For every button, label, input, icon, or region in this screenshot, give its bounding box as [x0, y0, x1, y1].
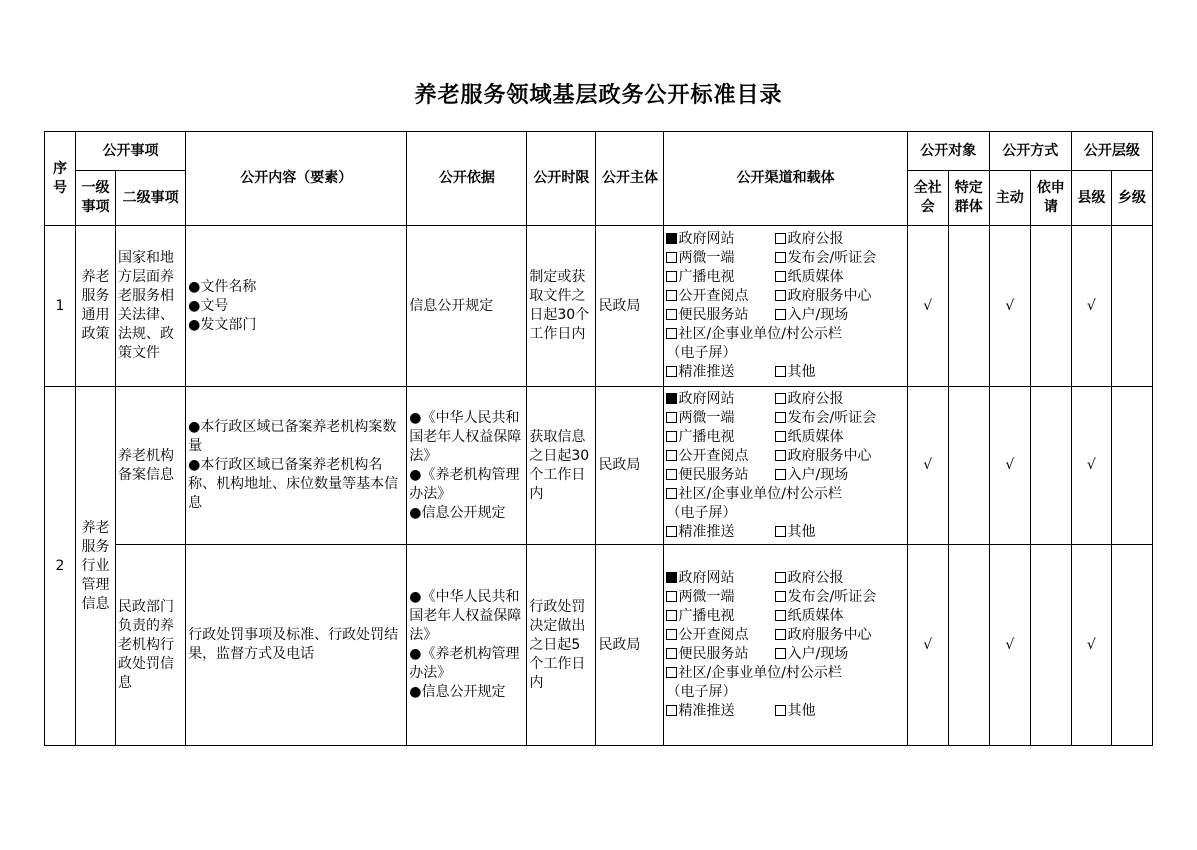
channel-option — [775, 307, 848, 323]
check-mark: √ — [989, 387, 1030, 545]
channel-label: 发布会/听证会 — [787, 250, 877, 266]
empty-cell — [1111, 545, 1152, 746]
channel-option — [666, 588, 775, 607]
channel-option — [666, 306, 775, 325]
channel-option — [666, 409, 775, 428]
checkbox-icon — [666, 252, 677, 263]
empty-cell — [948, 545, 989, 746]
row-content — [186, 226, 407, 387]
list-item: ●《养老机构管理办法》 — [409, 466, 520, 502]
checkbox-icon — [666, 705, 677, 716]
checked-box-icon — [666, 393, 677, 404]
header-target-specific: 特定群体 — [948, 171, 989, 226]
checkbox-icon — [666, 526, 677, 537]
row-level2: 民政部门负责的养老机构行政处罚信息 — [116, 545, 186, 746]
checkbox-icon — [666, 412, 677, 423]
row-seq: 2 — [45, 387, 76, 746]
channel-label: 政府服务中心 — [787, 288, 872, 304]
channel-option — [775, 410, 876, 426]
check-mark: √ — [1071, 387, 1111, 545]
channel-option — [666, 486, 841, 502]
channel-label: 纸质媒体 — [787, 608, 844, 624]
row-subject: 民政局 — [596, 226, 664, 387]
channel-row — [666, 325, 904, 344]
channel-option — [775, 231, 843, 247]
header-seq: 序号 — [45, 132, 76, 226]
table-row — [45, 226, 1153, 387]
channel-row — [666, 626, 904, 645]
channel-label: 其他 — [787, 523, 816, 540]
channel-option — [775, 524, 815, 540]
checkbox-icon — [775, 393, 786, 404]
list-item: ●信息公开规定 — [409, 684, 506, 700]
channel-option — [775, 627, 871, 643]
header-level2: 二级事项 — [116, 171, 186, 226]
channel-option — [775, 608, 843, 624]
checkbox-icon — [666, 469, 677, 480]
channel-label: （电子屏） — [666, 684, 737, 700]
channel-label: 精准推送 — [678, 364, 735, 380]
list-item: ●发文部门 — [188, 316, 257, 333]
checkbox-icon — [775, 572, 786, 583]
channel-label: 政府公报 — [787, 570, 844, 586]
channel-label: 入户/现场 — [787, 466, 849, 483]
page-title: 养老服务领域基层政务公开标准目录 — [414, 82, 783, 108]
header-method-active: 主动 — [989, 171, 1030, 226]
channel-option — [775, 429, 843, 445]
channel-row — [666, 588, 904, 607]
channel-option — [666, 287, 775, 306]
checkbox-icon — [775, 233, 786, 244]
channel-label: 政府服务中心 — [787, 627, 872, 643]
empty-cell — [1030, 387, 1071, 545]
check-mark: √ — [907, 387, 948, 545]
header-subject: 公开主体 — [596, 132, 664, 226]
channel-option — [666, 326, 841, 342]
channel-row — [666, 607, 904, 626]
checkbox-icon — [775, 629, 786, 640]
channel-option — [666, 249, 775, 268]
list-item: 信息公开规定 — [409, 297, 494, 314]
checkbox-icon — [775, 648, 786, 659]
channel-option — [666, 684, 736, 700]
checkbox-icon — [775, 271, 786, 282]
row-content — [186, 387, 407, 545]
row-time-limit: 获取信息之日起30个工作日内 — [527, 387, 596, 545]
channel-label: 公开查阅点 — [678, 447, 749, 464]
row-content — [186, 545, 407, 746]
row-level1: 养老服务通用政策 — [76, 226, 116, 387]
checkbox-icon — [775, 591, 786, 602]
list-item: ●文号 — [188, 297, 229, 314]
checkbox-icon — [666, 431, 677, 442]
empty-cell — [1111, 387, 1152, 545]
checkbox-icon — [666, 667, 677, 678]
list-item: ●信息公开规定 — [409, 504, 506, 521]
channel-option — [666, 447, 775, 466]
channel-row — [666, 683, 904, 702]
channel-row — [666, 249, 904, 268]
channel-option — [666, 268, 775, 287]
channel-label: 广播电视 — [678, 428, 735, 445]
checkbox-icon — [775, 252, 786, 263]
list-item: 行政处罚事项及标准、行政处罚结果，监督方式及电话 — [188, 627, 399, 662]
channel-option — [666, 466, 775, 485]
empty-cell — [948, 387, 989, 545]
row-channels — [664, 226, 907, 387]
checkbox-icon — [666, 450, 677, 461]
checkbox-icon — [666, 648, 677, 659]
channel-label: 发布会/听证会 — [787, 589, 877, 605]
channel-option — [666, 505, 736, 521]
channel-label: （电子屏） — [666, 345, 737, 361]
checkbox-icon — [775, 705, 786, 716]
channel-option — [666, 390, 775, 409]
list-item: ●本行政区域已备案养老机构案数量 — [188, 419, 397, 454]
channel-label: 纸质媒体 — [787, 428, 844, 445]
row-seq: 1 — [45, 226, 76, 387]
channel-row — [666, 287, 904, 306]
checkbox-icon — [666, 328, 677, 339]
checkbox-icon — [775, 450, 786, 461]
channel-label: 政府网站 — [678, 390, 735, 407]
channel-label: 政府公报 — [787, 231, 844, 247]
channel-option — [775, 391, 843, 407]
row-basis — [407, 545, 527, 746]
channel-row — [666, 702, 904, 721]
header-level1: 一级事项 — [76, 171, 116, 226]
channel-row — [666, 466, 904, 485]
channel-option — [775, 288, 871, 304]
checkbox-icon — [775, 526, 786, 537]
row-level2: 国家和地方层面养老服务相关法律、法规、政策文件 — [116, 226, 186, 387]
channel-option — [775, 646, 848, 662]
header-layer: 公开层级 — [1071, 132, 1152, 171]
checkbox-icon — [666, 290, 677, 301]
channel-row — [666, 504, 904, 523]
checkbox-icon — [666, 366, 677, 377]
channel-label: 两微一端 — [678, 250, 735, 266]
row-time-limit: 行政处罚决定做出之日起5个工作日内 — [527, 545, 596, 746]
channel-option — [666, 626, 775, 645]
channel-option — [775, 250, 876, 266]
row-channels — [664, 387, 907, 545]
checkbox-icon — [775, 290, 786, 301]
channel-row — [666, 363, 904, 382]
checkbox-icon — [775, 412, 786, 423]
channel-label: （电子屏） — [666, 504, 737, 521]
list-item: ●文件名称 — [188, 278, 257, 295]
row-subject: 民政局 — [596, 387, 664, 545]
channel-label: 政府服务中心 — [787, 447, 872, 464]
channel-label: 社区/企事业单位/村公示栏 — [678, 485, 842, 502]
table-row — [45, 545, 1153, 746]
check-mark: √ — [1071, 545, 1111, 746]
check-mark: √ — [907, 545, 948, 746]
check-mark: √ — [989, 545, 1030, 746]
checkbox-icon — [775, 309, 786, 320]
channel-label: 便民服务站 — [678, 646, 749, 662]
channel-option — [666, 702, 775, 721]
row-subject: 民政局 — [596, 545, 664, 746]
channel-label: 纸质媒体 — [787, 269, 844, 285]
row-time-limit: 制定或获取文件之日起30个工作日内 — [527, 226, 596, 387]
row-basis — [407, 387, 527, 545]
channel-label: 两微一端 — [678, 409, 735, 426]
channel-row — [666, 230, 904, 249]
row-basis — [407, 226, 527, 387]
channel-option — [775, 703, 815, 719]
list-item: ●《中华人民共和国老年人权益保障法》 — [409, 409, 522, 464]
channel-label: 其他 — [787, 364, 816, 380]
header-content: 公开内容（要素） — [186, 132, 407, 226]
checkbox-icon — [666, 610, 677, 621]
checkbox-icon — [775, 610, 786, 621]
catalog-table — [44, 131, 1153, 746]
channel-label: 政府网站 — [678, 570, 735, 586]
channel-row — [666, 645, 904, 664]
channel-option — [775, 269, 843, 285]
channel-label: 精准推送 — [678, 523, 735, 540]
checked-box-icon — [666, 233, 677, 244]
channel-row — [666, 306, 904, 325]
channel-option — [775, 364, 815, 380]
channel-option — [666, 523, 775, 542]
channel-option — [775, 467, 848, 483]
channel-label: 其他 — [787, 703, 816, 719]
channel-option — [775, 570, 843, 586]
channel-label: 广播电视 — [678, 269, 735, 285]
channel-option — [666, 363, 775, 382]
channel-option — [775, 448, 871, 464]
channel-row — [666, 268, 904, 287]
checkbox-icon — [666, 591, 677, 602]
header-matter: 公开事项 — [76, 132, 186, 171]
channel-row — [666, 569, 904, 588]
channel-row — [666, 523, 904, 542]
checkbox-icon — [775, 431, 786, 442]
channel-row — [666, 409, 904, 428]
checkbox-icon — [775, 366, 786, 377]
channel-row — [666, 664, 904, 683]
channel-label: 两微一端 — [678, 589, 735, 605]
channel-label: 发布会/听证会 — [787, 409, 877, 426]
checkbox-icon — [775, 469, 786, 480]
checkbox-icon — [666, 309, 677, 320]
channel-option — [666, 230, 775, 249]
header-channel: 公开渠道和载体 — [664, 132, 907, 226]
header-target: 公开对象 — [907, 132, 989, 171]
channel-label: 政府网站 — [678, 231, 735, 247]
channel-option — [775, 589, 876, 605]
channel-label: 广播电视 — [678, 608, 735, 624]
channel-label: 入户/现场 — [787, 307, 849, 323]
channel-label: 公开查阅点 — [678, 288, 749, 304]
channel-option — [666, 607, 775, 626]
row-level2: 养老机构备案信息 — [116, 387, 186, 545]
channel-option — [666, 645, 775, 664]
list-item: ●本行政区域已备案养老机构名称、机构地址、床位数量等基本信息 — [188, 457, 399, 511]
row-level1: 养老服务行业管理信息 — [76, 387, 116, 746]
channel-option — [666, 569, 775, 588]
channel-option — [666, 665, 841, 681]
table-row — [45, 387, 1153, 545]
empty-cell — [1111, 226, 1152, 387]
channel-label: 社区/企事业单位/村公示栏 — [678, 665, 842, 681]
empty-cell — [1030, 545, 1071, 746]
header-layer-town: 乡级 — [1111, 171, 1152, 226]
check-mark: √ — [1071, 226, 1111, 387]
channel-row — [666, 344, 904, 363]
channel-label: 公开查阅点 — [678, 627, 749, 643]
channel-row — [666, 447, 904, 466]
header-method-apply: 依申请 — [1030, 171, 1071, 226]
channel-option — [666, 345, 736, 361]
header-method: 公开方式 — [989, 132, 1071, 171]
header-layer-county: 县级 — [1071, 171, 1111, 226]
empty-cell — [948, 226, 989, 387]
channel-label: 便民服务站 — [678, 466, 749, 483]
channel-row — [666, 390, 904, 409]
channel-label: 入户/现场 — [787, 646, 849, 662]
check-mark: √ — [989, 226, 1030, 387]
channel-label: 精准推送 — [678, 703, 735, 719]
channel-row — [666, 485, 904, 504]
list-item: ●《养老机构管理办法》 — [409, 646, 520, 681]
row-channels — [664, 545, 907, 746]
channel-row — [666, 428, 904, 447]
list-item: ●《中华人民共和国老年人权益保障法》 — [409, 589, 522, 643]
channel-label: 便民服务站 — [678, 307, 749, 323]
header-target-all: 全社会 — [907, 171, 948, 226]
check-mark: √ — [907, 226, 948, 387]
channel-label: 政府公报 — [787, 390, 844, 407]
checked-box-icon — [666, 572, 677, 583]
checkbox-icon — [666, 271, 677, 282]
channel-option — [666, 428, 775, 447]
header-basis: 公开依据 — [407, 132, 527, 226]
header-time-limit: 公开时限 — [527, 132, 596, 226]
checkbox-icon — [666, 488, 677, 499]
checkbox-icon — [666, 629, 677, 640]
empty-cell — [1030, 226, 1071, 387]
channel-label: 社区/企事业单位/村公示栏 — [678, 326, 842, 342]
